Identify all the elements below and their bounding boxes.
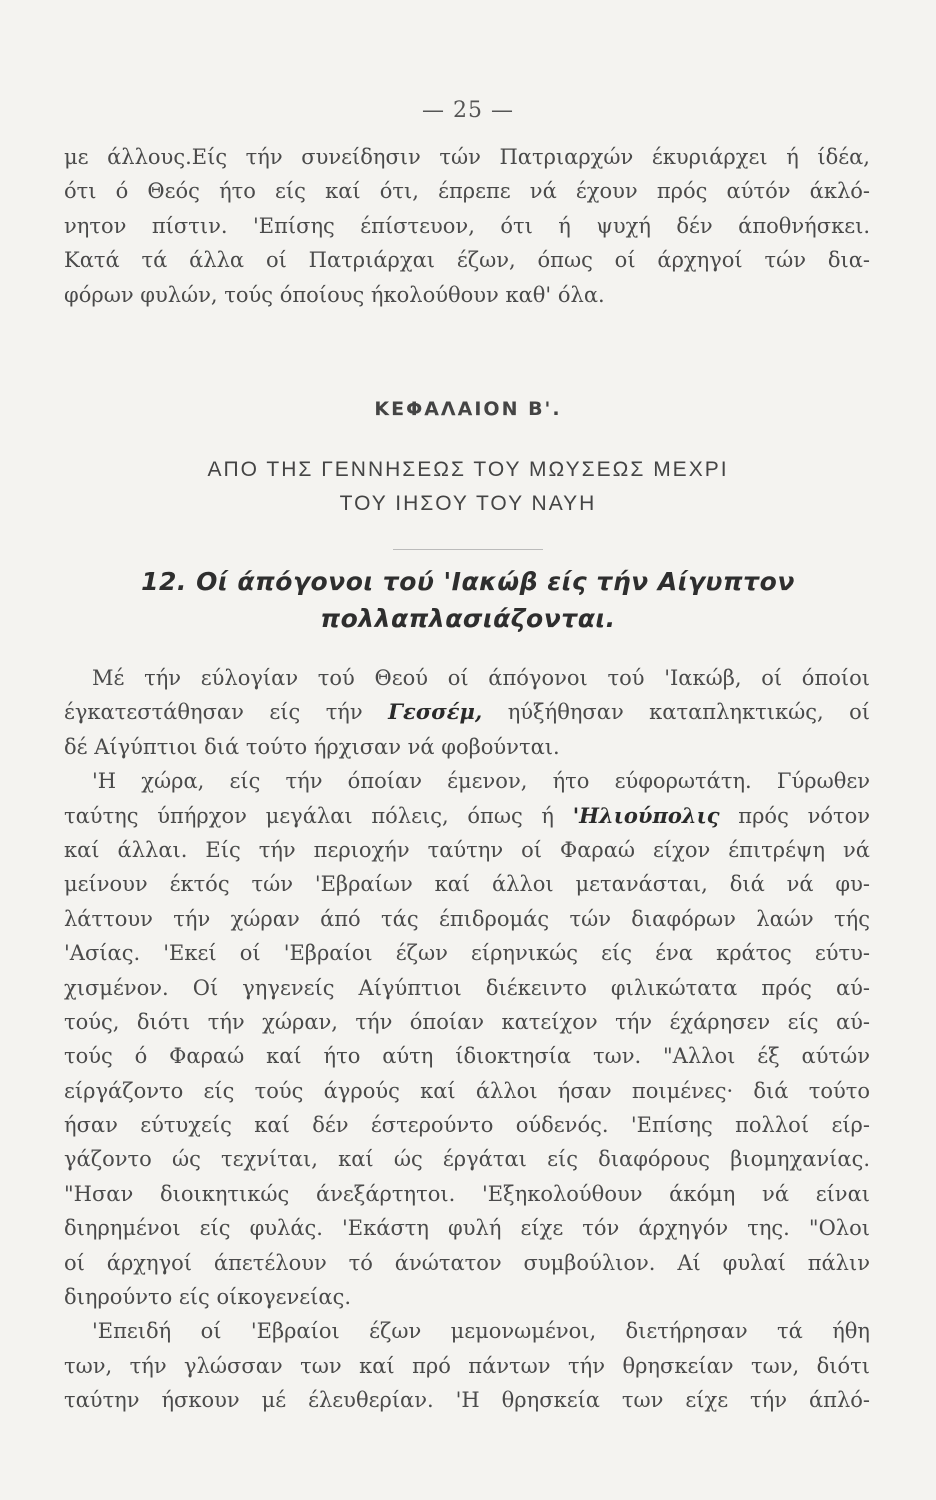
text-run: ταύτης ύπήρχον μεγάλαι πόλεις, όπως ή xyxy=(64,803,573,828)
text-run: πρός νότον xyxy=(719,803,870,828)
text-line: Μέ τήν εύλογίαν τού Θεού οί άπόγονοι τού 'Ιακώβ, οί όποίοι xyxy=(92,666,870,690)
text-line: νητον πίστιν. 'Επίσης έπίστευον, ότι ή ψυχή δέν άποθνήσκει. xyxy=(64,213,870,238)
text-line: τούς ό Φαραώ καί ήτο αύτη ίδιοκτησία των. "Αλλοι έξ αύτών xyxy=(64,1044,870,1069)
text-line: καί άλλαι. Είς τήν περιοχήν ταύτην οί Φαραώ είχον έπιτρέψη νά xyxy=(64,837,870,862)
text-line: 'Ασίας. 'Εκεί οί 'Εβραίοι έζων είρηνικώς είς ένα κράτος εύτυ- xyxy=(64,941,870,966)
chapter-subtitle-line-1: ΑΠΟ ΤΗΣ ΓΕΝΝΗΣΕΩΣ ΤΟΥ ΜΩΥΣΕΩΣ ΜΕΧΡΙ xyxy=(207,458,729,481)
text-line: δέ Αίγύπτιοι διά τούτο ήρχισαν νά φοβούνται. xyxy=(64,734,560,759)
text-line: των, τήν γλώσσαν των καί πρό πάντων τήν θρησκείαν των, διότι xyxy=(64,1353,870,1378)
section-heading-line-2: πολλαπλασιάζονται. xyxy=(320,604,616,633)
text-line: τούς, διότι τήν χώραν, τήν όποίαν κατείχον τήν έχάρησεν είς αύ- xyxy=(64,1009,870,1034)
text-line: ότι ό Θεός ήτο είς καί ότι, έπρεπε νά έχουν πρός αύτόν άκλό- xyxy=(64,179,870,204)
text-line: μείνουν έκτός τών 'Εβραίων καί άλλοι μετανάσται, διά νά φυ- xyxy=(64,872,870,897)
text-line: ταύτην ήσκουν μέ έλευθερίαν. 'Η θρησκεία των είχε τήν άπλό- xyxy=(64,1388,870,1413)
intro-paragraph xyxy=(64,140,870,312)
text-line: 'Η χώρα, είς τήν όποίαν έμενον, ήτο εύφορωτάτη. Γύρωθεν xyxy=(92,769,870,794)
text-line: με άλλους.Είς τήν συνείδησιν τών Πατριαρχών έκυριάρχει ή ίδέα, xyxy=(64,145,870,169)
text-run: ηύξήθησαν καταπληκτικώς, οί xyxy=(482,700,870,725)
text-line: 'Επειδή οί 'Εβραίοι έζων μεμονωμένοι, διετήρησαν τά ήθη xyxy=(92,1319,870,1344)
section-heading-line-1: 12. Οί άπόγονοι τού 'Ιακώβ είς τήν Αίγυπτον xyxy=(141,567,795,596)
text-line xyxy=(64,695,870,729)
text-line: Κατά τά άλλα οί Πατριάρχαι έζων, όπως οί άρχηγοί τών δια- xyxy=(64,248,870,273)
place-name-gessem: Γεσσέμ, xyxy=(388,699,483,725)
body-text xyxy=(64,661,870,1418)
text-line: οί άρχηγοί άπετέλουν τό άνώτατον συμβούλιον. Αί φυλαί πάλιν xyxy=(64,1250,870,1275)
text-line: διηρημένοι είς φυλάς. 'Εκάστη φυλή είχε τόν άρχηγόν της. "Ολοι xyxy=(64,1216,870,1241)
text-line: φόρων φυλών, τούς όποίους ήκολούθουν καθ' όλα. xyxy=(64,282,605,307)
divider-rule xyxy=(393,549,543,550)
text-line: λάττουν τήν χώραν άπό τάς έπιδρομάς τών διαφόρων λαών τής xyxy=(64,906,870,931)
text-line: είργάζοντο είς τούς άγρούς καί άλλοι ήσαν ποιμένες· διά τούτο xyxy=(64,1078,870,1103)
text-line xyxy=(64,799,870,833)
text-line: διηρούντο είς οίκογενείας. xyxy=(64,1285,352,1310)
chapter-title: ΚΕΦΑΛΑΙΟΝ Β'. xyxy=(374,398,562,420)
text-run: έγκατεστάθησαν είς τήν xyxy=(64,700,389,725)
place-name-heliopolis: 'Ηλιούπολις xyxy=(572,802,720,828)
text-line: γάζοντο ώς τεχνίται, καί ώς έργάται είς διαφόρους βιομηχανίας. xyxy=(64,1147,870,1172)
text-line: ήσαν εύτυχείς καί δέν έστερούντο ούδενός. 'Επίσης πολλοί είρ- xyxy=(64,1113,870,1138)
page-number: — 25 — xyxy=(422,98,514,123)
text-line: χισμένον. Οί γηγενείς Αίγύπτιοι διέκειντο φιλικώτατα πρός αύ- xyxy=(64,975,870,1000)
chapter-subtitle-line-2: ΤΟΥ ΙΗΣΟΥ ΤΟΥ ΝΑΥΗ xyxy=(339,492,597,515)
text-line: "Ησαν διοικητικώς άνεξάρτητοι. 'Εξηκολούθουν άκόμη νά είναι xyxy=(64,1181,870,1206)
